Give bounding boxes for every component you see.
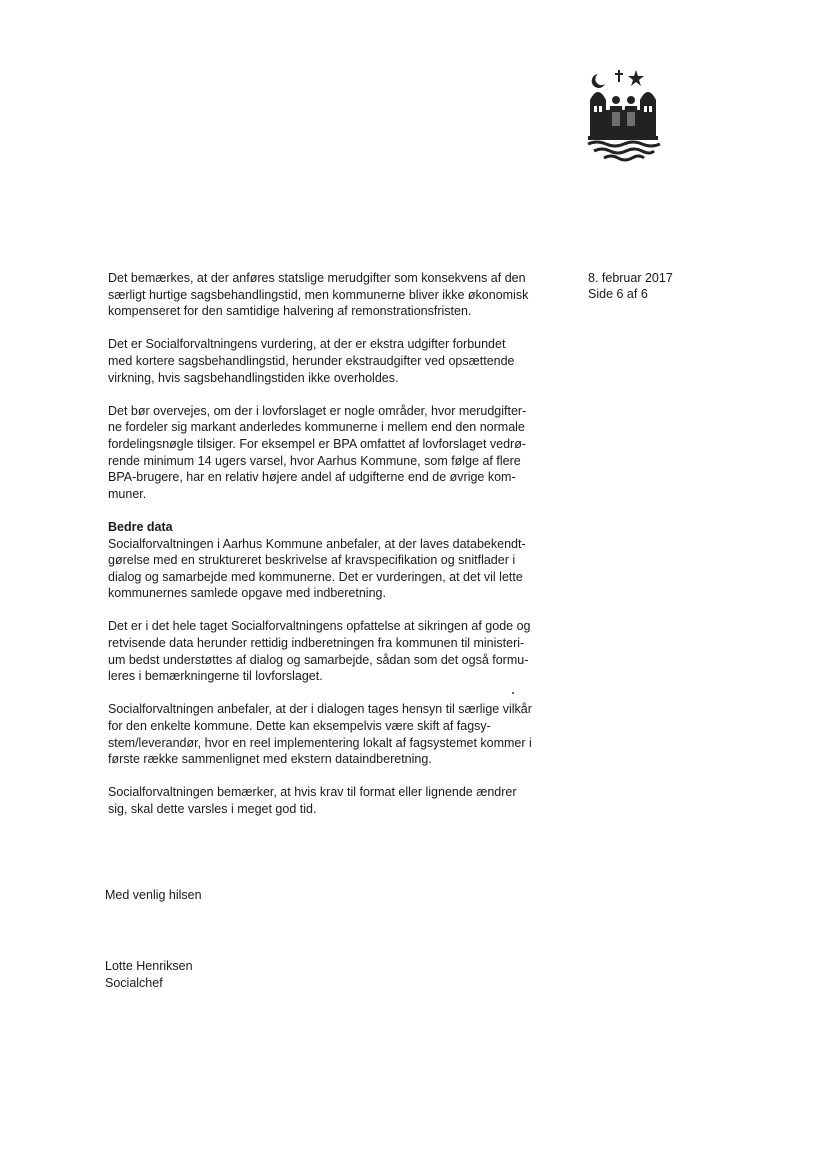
text-line: kommunernes samlede opgave med indberetning. bbox=[108, 586, 386, 601]
text-line: for den enkelte kommune. Dette kan eksempelvis være skift af fagsy- bbox=[108, 719, 491, 734]
text-line: um bedst understøttes af dialog og samarbejde, sådan som det også formu- bbox=[108, 652, 529, 667]
signer-title: Socialchef bbox=[105, 975, 163, 990]
text-line: ne fordeler sig markant anderledes kommunerne i mellem end den normale bbox=[108, 420, 525, 435]
paragraph bbox=[108, 784, 568, 817]
text-line: rende minimum 14 ugers varsel, hvor Aarhus Kommune, som følge af flere bbox=[108, 453, 521, 468]
text-line: særligt hurtige sagsbehandlingstid, men kommunerne bliver ikke økonomisk bbox=[108, 287, 529, 302]
text-line: Socialforvaltningen i Aarhus Kommune anbefaler, at der laves databekendt- bbox=[108, 536, 526, 551]
text-line: muner. bbox=[108, 486, 147, 501]
signature-block bbox=[105, 958, 193, 991]
letter-body bbox=[108, 270, 568, 834]
signer-name: Lotte Henriksen bbox=[105, 959, 193, 973]
letter-date: 8. februar 2017 bbox=[588, 271, 673, 285]
text-line: BPA-brugere, har en relativ højere andel af udgifterne end de øvrige kom- bbox=[108, 470, 516, 485]
paragraph bbox=[108, 618, 568, 684]
paragraph bbox=[108, 403, 568, 503]
text-line: virkning, hvis sagsbehandlingstiden ikke overholdes. bbox=[108, 370, 399, 385]
letter-meta bbox=[588, 270, 673, 302]
text-line: med kortere sagsbehandlingstid, herunder ekstraudgifter ved opsættende bbox=[108, 353, 515, 368]
paragraph bbox=[108, 519, 568, 602]
text-line: gørelse med en struktureret beskrivelse af kravspecifikation og snitflader i bbox=[108, 553, 516, 568]
section-heading: Bedre data bbox=[108, 519, 173, 534]
page-number: Side 6 af 6 bbox=[588, 287, 648, 301]
text-line: leres i bemærkningerne til lovforslaget. bbox=[108, 669, 323, 684]
stray-dot bbox=[512, 692, 514, 694]
paragraph bbox=[108, 701, 568, 767]
text-line: Det er Socialforvaltningens vurdering, at der er ekstra udgifter forbundet bbox=[108, 337, 506, 352]
text-line: sig, skal dette varsles i meget god tid. bbox=[108, 802, 317, 816]
text-line: Socialforvaltningen bemærker, at hvis krav til format eller lignende ændrer bbox=[108, 785, 517, 800]
coat-of-arms-logo bbox=[584, 66, 662, 166]
text-line: Det er i det hele taget Socialforvaltningens opfattelse at sikringen af gode og bbox=[108, 619, 531, 634]
text-line: kompenseret for den samtidige halvering af remonstrationsfristen. bbox=[108, 304, 472, 319]
paragraph bbox=[108, 270, 568, 320]
text-line: stem/leverandør, hvor en reel implementering lokalt af fagsystemet kommer i bbox=[108, 735, 532, 750]
text-line: Det bør overvejes, om der i lovforslaget er nogle områder, hvor merudgifter- bbox=[108, 403, 527, 418]
closing-salutation: Med venlig hilsen bbox=[105, 888, 202, 902]
text-line: Socialforvaltningen anbefaler, at der i dialogen tages hensyn til særlige vilkår bbox=[108, 702, 532, 717]
text-line: retvisende data herunder rettidig indberetningen fra kommunen til ministeri- bbox=[108, 636, 525, 651]
text-line: første række sammenlignet med ekstern dataindberetning. bbox=[108, 752, 432, 767]
text-line: fordelingsnøgle tilsiger. For eksempel er BPA omfattet af lovforslaget vedrø- bbox=[108, 436, 527, 451]
text-line: dialog og samarbejde med kommunerne. Det er vurderingen, at det vil lette bbox=[108, 569, 523, 584]
text-line: Det bemærkes, at der anføres statslige merudgifter som konsekvens af den bbox=[108, 271, 526, 285]
paragraph bbox=[108, 336, 568, 386]
